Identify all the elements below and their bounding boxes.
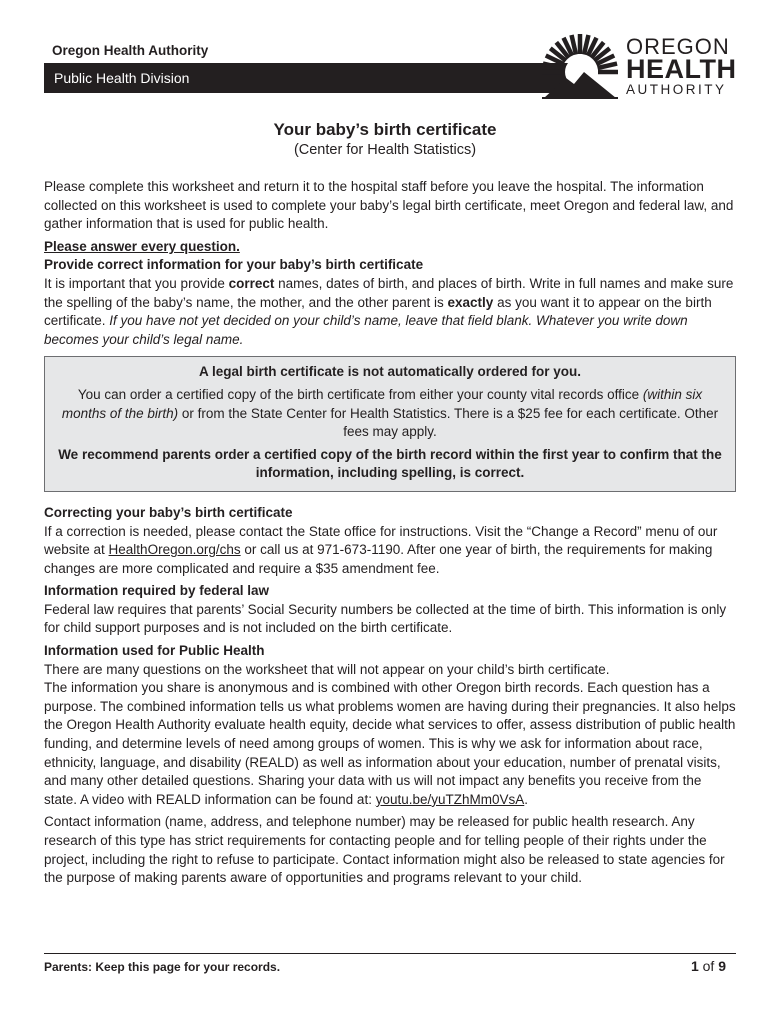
- federal-heading: Information required by federal law: [44, 583, 270, 599]
- callout-paragraph: [57, 386, 723, 442]
- logo-text-authority: AUTHORITY: [626, 82, 727, 97]
- correcting-paragraph: [44, 523, 736, 579]
- text-span: You can order a certified copy of the birth certificate from either your county vital records office: [77, 386, 643, 402]
- text-span: If a correction is needed, please contact the State office for instructions. Visit the “Change a Record” menu of our website at: [44, 523, 718, 558]
- division-name: Public Health Division: [54, 70, 190, 86]
- certificate-callout-box: [44, 356, 736, 492]
- intro-paragraph: Please complete this worksheet and return it to the hospital staff before you leave the hospital. The information collected on this worksheet is used to complete your baby’s legal birth certificate, meet Oregon and federal law, and gather information that is used for public health.: [44, 179, 734, 232]
- sunrise-mountain-icon: [538, 32, 622, 102]
- footer-divider: [44, 953, 736, 954]
- federal-paragraph: Federal law requires that parents’ Social Security numbers be collected at the time of birth. This information is only for child support purposes and is not included on the birth certificate.: [44, 601, 727, 636]
- answer-every-question: Please answer every question.: [44, 238, 240, 254]
- division-bar: [44, 63, 576, 93]
- correct-info-paragraph: [44, 275, 736, 349]
- text-span: or from the State Center for Health Statistics. There is a $25 fee for each certificate. Other fees may apply.: [178, 405, 719, 440]
- page-total: 9: [718, 958, 726, 974]
- emphasis-exactly: exactly: [447, 294, 494, 310]
- agency-name: Oregon Health Authority: [52, 43, 209, 58]
- callout-heading: A legal birth certificate is not automatically ordered for you.: [198, 364, 582, 380]
- logo-text-oregon: OREGON: [626, 34, 730, 59]
- page-title: Your baby’s birth certificate: [273, 120, 497, 139]
- text-span: as you want it to appear on the birth certificate.: [44, 294, 712, 329]
- page-of: of: [698, 958, 719, 974]
- page-subtitle: (Center for Health Statistics): [293, 142, 477, 158]
- public-health-heading: Information used for Public Health: [44, 643, 265, 659]
- text-span: .: [524, 791, 529, 807]
- healthoregon-link[interactable]: HealthOregon.org/chs: [108, 542, 241, 558]
- logo-text-health: HEALTH: [626, 54, 737, 84]
- text-span: names, dates of birth, and places of birth. Write in full names and make sure the spelling of the baby’s name, the mother, and the other parent is: [44, 275, 734, 310]
- public-health-line: There are many questions on the worksheet that will not appear on your child’s birth certificate.: [44, 661, 610, 677]
- correct-info-heading: Provide correct information for your baby’s birth certificate: [44, 257, 424, 273]
- reald-video-link[interactable]: youtu.be/yuTZhMm0VsA: [375, 791, 525, 807]
- text-span: or call us at 971-673-1190. After one year of birth, the requirements for making changes are more complicated and require a $35 amendment fee.: [44, 542, 713, 576]
- public-health-paragraph: [44, 679, 736, 809]
- name-note: If you have not yet decided on your child’s name, leave that field blank. Whatever you write down becomes your child’s legal name.: [44, 313, 688, 347]
- contact-paragraph: Contact information (name, address, and telephone number) may be released for public health research. Any research of this type has strict requirements for contacting people and for telling people of their rights under the project, including the right to refuse to participate. Contact information might also be released to state agencies for the purpose of making parents aware of opportunities and programs relevant to your child.: [44, 814, 725, 886]
- callout-italic: (within six months of the birth): [61, 386, 703, 421]
- callout-recommendation: We recommend parents order a certified copy of the birth record within the first year to confirm that the information, including spelling, is correct.: [58, 446, 722, 481]
- footer-note: Parents: Keep this page for your records.: [44, 960, 281, 974]
- correcting-heading: Correcting your baby’s birth certificate: [44, 504, 293, 520]
- text-span: It is important that you provide: [44, 275, 229, 291]
- oha-logo: [538, 32, 737, 102]
- main-content: [44, 178, 736, 892]
- page-current: 1: [690, 958, 699, 974]
- page-number: [691, 958, 726, 974]
- emphasis-correct: correct: [228, 275, 275, 291]
- text-span: The information you share is anonymous and is combined with other Oregon birth records. Each question has a purpose. The combined information tells us what problems women are having during their pregnancies. It also helps the Oregon Health Authority evaluate health equity, decide what services to offer, assess distribution of public health funding, and determine levels of need among groups of women. This is why we ask for information about race, ethnicity, language, and disability (REALD) as well as information about your education, number of prenatal visits, and many other detailed questions. Sharing your data with us will not impact any benefits you receive from the state. A video with REALD information can be found at:: [44, 680, 736, 807]
